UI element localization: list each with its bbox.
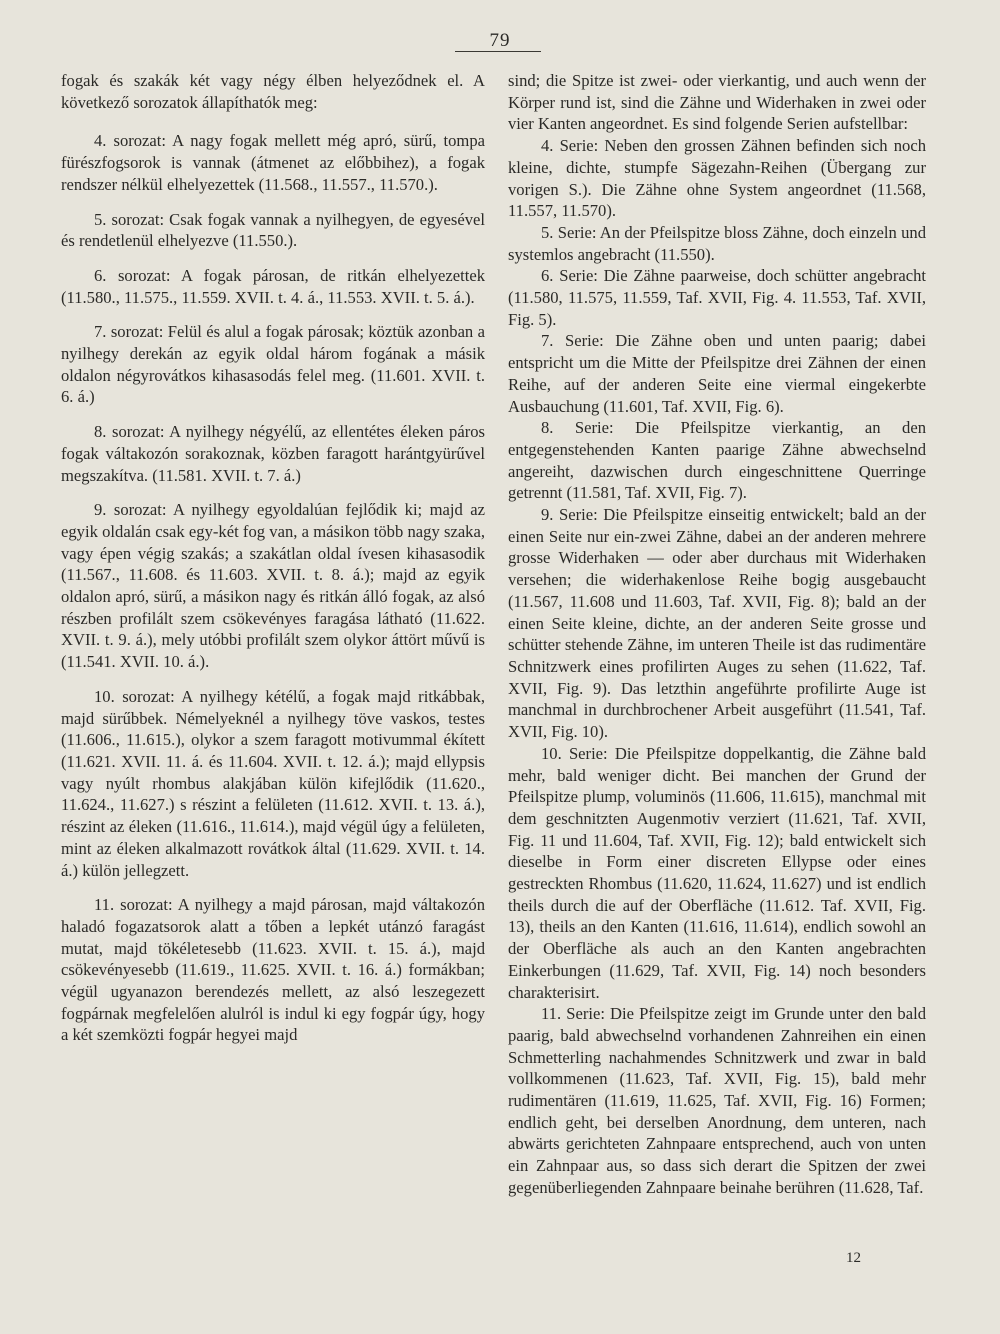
printer-signature-mark: 12 <box>846 1250 861 1266</box>
page-number: 79 <box>489 30 511 51</box>
paragraph: 11. sorozat: A nyilhegy a majd párosan, majd váltakozón haladó fogazatsorok alatt a tőben a lepkét utánzó faragást mutat, majd tökéletesebb (11.623. XVII. t. 15. á.), majd csökevényesebb (11.619., 11.625. XVII. t. 16. á.) formákban; végül ugyanazon berendezés mellett, az alsó leszegezett fogpárnak megfelelően alulról is indul ki egy fogpár úgy, hogy a két szemközti fogpár hegyei majd <box>61 895 485 1045</box>
paragraph: 6. Serie: Die Zähne paarweise, doch schütter angebracht (11.580, 11.575, 11.559, Taf. XVII, Fig. 4. 11.553, Taf. XVII, Fig. 5). <box>508 266 926 329</box>
paragraph: 9. sorozat: A nyilhegy egyoldalúan fejlődik ki; majd az egyik oldalán csak egy-két fog van, a másikon több nagy szaka, vagy épen végig szakás; a szakátlan oldal ívesen kihasasodik (11.567., 11.608. és 11.603. XVII. t. 8. á.); majd az egyik oldalon apró, sürű, a másikon nagy és ritkán álló fogak, az alsó részben profilált szem csökevényes faragása látható (11.622. XVII. t. 9. á.), mely utóbbi profilált szem olykor áttört művű is (11.541. XVII. 10. á.). <box>61 500 485 672</box>
page-number-rule <box>455 51 541 52</box>
paragraph: 5. Serie: An der Pfeilspitze bloss Zähne, doch einzeln und systemlos angebracht (11.550). <box>508 222 926 264</box>
right-column-german <box>508 70 926 1199</box>
paragraph: 8. Serie: Die Pfeilspitze vierkantig, an den entgegenstehenden Kanten paarige Zähne abwechselnd angereiht, dazwischen durch eingeschnittene Querringe getrennt (11.581, Taf. XVII, Fig. 7). <box>508 418 926 503</box>
paragraph: fogak és szakák két vagy négy élben helyeződnek el. A következő sorozatok állapíthatók meg: <box>61 71 485 112</box>
paragraph: 4. Serie: Neben den grossen Zähnen befinden sich noch kleine, dichte, stumpfe Sägezahn-Reihen (Übergang zur vorigen S.). Die Zähne ohne System angeordnet (11.568, 11.557, 11.570). <box>508 136 926 221</box>
paragraph: 7. Serie: Die Zähne oben und unten paarig; dabei entspricht um die Mitte der Pfeilspitze drei Zähnen der einen Reihe, auf der anderen Seite eine viermal eingekerbte Ausbauchung (11.601, Taf. XVII, Fig. 6). <box>508 331 926 416</box>
paragraph: 10. sorozat: A nyilhegy kétélű, a fogak majd ritkábbak, majd sürűbbek. Némelyeknél a nyilhegy töve vaskos, testes (11.606., 11.615.), olykor a szem faragott motivummal ékített (11.621. XVII. 11. á. és 11.604. XVII. t. 12. á.); majd ellypsis vagy nyúlt rhombus alakjában külön kifejlődik (11.620., 11.624., 11.627.) s részint a felületen (11.612. XVII. t. 13. á.), részint az éleken (11.616., 11.614.), majd végül úgy a felületen, mint az éleken alkalmazott rovátkok által (11.629. XVII. t. 14. á.) külön jellegzett. <box>61 686 485 880</box>
paragraph: 9. Serie: Die Pfeilspitze einseitig entwickelt; bald an der einen Seite nur ein-zwei Zähne, dabei an der anderen mehrere grosse Widerhaken — oder aber durchaus mit Widerhaken versehen; die widerhakenlose Reihe bogig ausgebaucht (11.567, 11.608 und 11.603, Taf. XVII, Fig. 8); bald an der einen Seite kleine, dichte, an der anderen Seite grosse und schütter stehende Zähne, im unteren Theile ist das rudimentäre Schnitzwerk eines profilirten Auges zu sehen (11.622, Taf. XVII, Fig. 9). Das letzthin angeführte profilirte Auge ist manchmal in durchbrochener Arbeit ausgeführt (11.541, Taf. XVII, Fig. 10). <box>508 505 926 742</box>
paragraph: 5. sorozat: Csak fogak vannak a nyilhegyen, de egyesével és rendetlenül elhelyezve (11.550.). <box>61 209 485 251</box>
paragraph: sind; die Spitze ist zwei- oder vierkantig, und auch wenn der Körper rund ist, sind die Zähne und Widerhaken in zwei oder vier Kanten angeordnet. Es sind folgende Serien aufstellbar: <box>508 71 926 134</box>
paragraph: 10. Serie: Die Pfeilspitze doppelkantig, die Zähne bald mehr, bald weniger dicht. Bei manchen der Grund der Pfeilspitze plump, voluminös (11.606, 11.615), manchmal mit dem geschnitzten Augenmotiv verziert (11.621, Taf. XVII, Fig. 11 und 11.604, Taf. XVII, Fig. 12); bald entwickelt sich dieselbe in Form einer discreten Ellypse oder eines gestreckten Rhombus (11.620, 11.624, 11.627) und ist endlich theils durch die auf der Oberfläche (11.612. Taf. XVII, Fig. 13), theils an den Kanten (11.616, 11.614), endlich sowohl an der Oberfläche als auch an den Kanten angebrachten Einkerbungen (11.629, Taf. XVII, Fig. 14) noch besonders charakterisirt. <box>508 743 926 1002</box>
paragraph: 11. Serie: Die Pfeilspitze zeigt im Grunde unter den bald paarig, bald abwechselnd vorhandenen Zahnreihen ein einen Schmetterling nachahmendes Schnitzwerk und zwar in bald vollkommenen (11.623, Taf. XVII, Fig. 15), bald mehr rudimentären (11.619, 11.625, Taf. XVII, Fig. 16) Formen; endlich geht, bei derselben Anordnung, dem unteren, nach abwärts gerichteten Zahnpaare entsprechend, auch von unten ein Zahnpaar aus, so dass sich derart die Spitzen der zwei gegenüberliegenden Zahnpaare beinahe berühren (11.628, Taf. <box>508 1004 926 1197</box>
paragraph: 8. sorozat: A nyilhegy négyélű, az ellentétes éleken páros fogak váltakozón sorakoznak, közben faragott harántgyürűvel megszakítva. (11.581. XVII. t. 7. á.) <box>61 422 485 485</box>
paragraph: 4. sorozat: A nagy fogak mellett még apró, sürű, tompa fürészfogsorok is vannak (átmenet az előbbihez), a fogak rendszer nélkül elhelyezettek (11.568., 11.557., 11.570.). <box>61 131 485 194</box>
paragraph: 7. sorozat: Felül és alul a fogak párosak; köztük azonban a nyilhegy derekán az egyik oldal három fogának a másik oldalon négyrovátkos kihasasodás felel meg. (11.601. XVII. t. 6. á.) <box>61 322 485 407</box>
left-column-hungarian <box>61 70 485 1046</box>
paragraph: 6. sorozat: A fogak párosan, de ritkán elhelyezettek (11.580., 11.575., 11.559. XVII. t. 4. á., 11.553. XVII. t. 5. á.). <box>61 265 485 307</box>
